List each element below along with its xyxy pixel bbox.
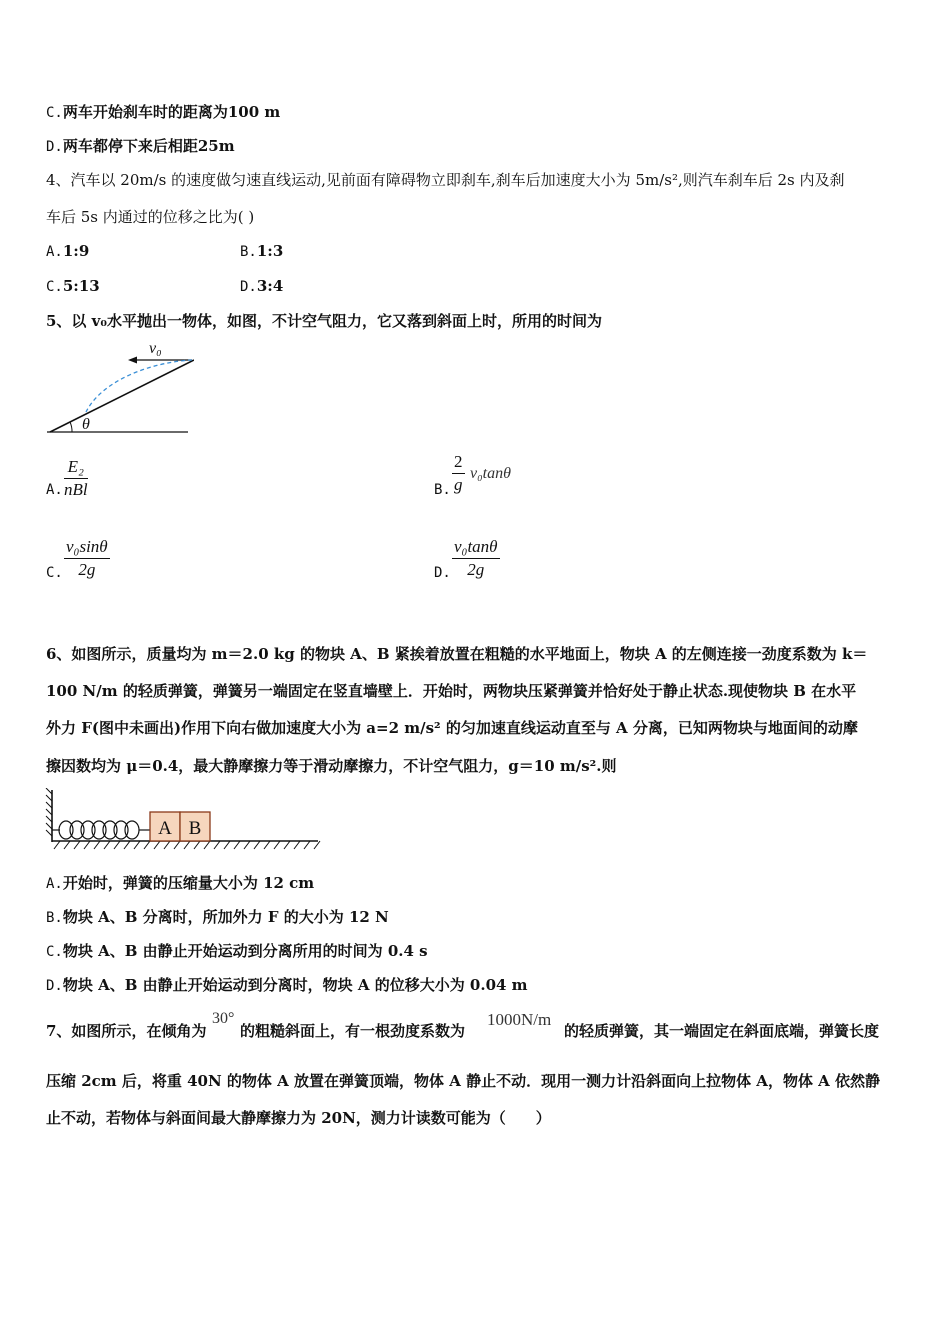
q7-stem-line3: 止不动，若物体与斜面间最大静摩擦力为 20N，测力计读数可能为（ ） — [46, 1109, 551, 1127]
q5-option-c-label: C. — [46, 565, 63, 581]
q5-option-d-fraction: $\frac{\text{v₀tanθ}}{2g}$ — [454, 537, 498, 579]
q7-angle-value: 30° — [212, 1010, 235, 1027]
q6-stem-line3: 外力 F(图中未画出)作用下向右做加速度大小为 a=2 m/s² 的匀加速直线运动直至与 A 分离，已知两物块与地面间的动摩 — [46, 719, 858, 737]
q7-stem-line1-end: 的轻质弹簧，其一端固定在斜面底端，弹簧长度 — [564, 1022, 880, 1040]
spring — [52, 821, 150, 839]
q4-stem-line1: 4、汽车以 20m/s 的速度做匀速直线运动,见前面有障碍物立即刹车,刹车后加速度大小为 5m/s²,则汽车刹车后 2s 内及刹 — [46, 171, 845, 189]
q4-option-a: A.1:9 — [46, 242, 90, 260]
q4-stem-line2: 车后 5s 内通过的位移之比为( ) — [46, 208, 255, 226]
velocity-label: v₀ — [149, 340, 162, 357]
option-label: C. — [46, 105, 63, 121]
arrow-head — [128, 357, 137, 364]
incline-line — [50, 360, 194, 432]
block-b-label: B — [188, 818, 202, 839]
q6-option-a: A.开始时，弹簧的压缩量大小为 12 cm — [46, 874, 315, 892]
q6-stem-line4: 擦因数均为 μ＝0.4，最大静摩擦力等于滑动摩擦力，不计空气阻力，g＝10 m/s².则 — [46, 757, 617, 775]
q3-option-d — [46, 136, 235, 157]
q3-option-c — [46, 102, 280, 123]
q5-option-b-label: B. — [434, 482, 451, 498]
option-text: 两车都停下来后相距25m — [62, 137, 235, 155]
angle-label: θ — [82, 416, 90, 433]
q5-stem: 5、以 v₀水平抛出一物体，如图，不计空气阻力，它又落到斜面上时，所用的时间为 — [46, 312, 602, 330]
option-label: D. — [46, 139, 63, 155]
q5-option-b-fraction: $\frac{2}{g}$ — [454, 452, 463, 494]
q5-option-c-fraction: $\frac{\text{v₀sinθ}}{2g}$ — [66, 537, 108, 579]
q7-stem-line2: 压缩 2cm 后，将重 40N 的物体 A 放置在弹簧顶端，物体 A 静止不动．现用一测力计沿斜面向上拉物体 A，物体 A 依然静 — [46, 1072, 881, 1090]
q6-option-c: C.物块 A、B 由静止开始运动到分离所用的时间为 0.4 s — [46, 942, 428, 960]
block-a-label: A — [158, 818, 172, 839]
q5-projectile-figure — [44, 336, 194, 438]
q5-option-b-tail: v₀tanθ — [470, 465, 511, 482]
angle-arc — [70, 422, 72, 432]
q5-option-a-fraction: E₂ nBl — [64, 457, 88, 499]
q6-stem-line2: 100 N/m 的轻质弹簧，弹簧另一端固定在竖直墙壁上．开始时，两物块压紧弹簧并恰好处于静止状态.现使物块 B 在水平 — [46, 682, 857, 700]
trajectory-curve — [86, 360, 192, 412]
q4-option-c: C.5:13 — [46, 277, 100, 295]
q4-option-d: D.3:4 — [240, 277, 284, 295]
q4-option-b: B.1:3 — [240, 242, 284, 260]
q6-option-b: B.物块 A、B 分离时，所加外力 F 的大小为 12 N — [46, 908, 389, 926]
wall — [46, 788, 52, 842]
q7-stem-line1: 7、如图所示，在倾角为 — [46, 1022, 207, 1040]
q5-option-d-label: D. — [434, 565, 451, 581]
q6-spring-block-figure — [44, 788, 324, 854]
floor — [52, 841, 320, 849]
q5-option-a-label: A. — [46, 482, 63, 498]
q7-stem-line1-mid: 的粗糙斜面上，有一根劲度系数为 — [240, 1022, 466, 1040]
option-text: 两车开始刹车时的距离为100 m — [62, 103, 281, 121]
q6-option-d: D.物块 A、B 由静止开始运动到分离时，物块 A 的位移大小为 0.04 m — [46, 976, 528, 994]
q6-stem-line1: 6、如图所示，质量均为 m＝2.0 kg 的物块 A、B 紧挨着放置在粗糙的水平地面上，物块 A 的左侧连接一劲度系数为 k＝ — [46, 645, 868, 663]
q7-spring-constant: 1000N/m — [487, 1010, 552, 1029]
